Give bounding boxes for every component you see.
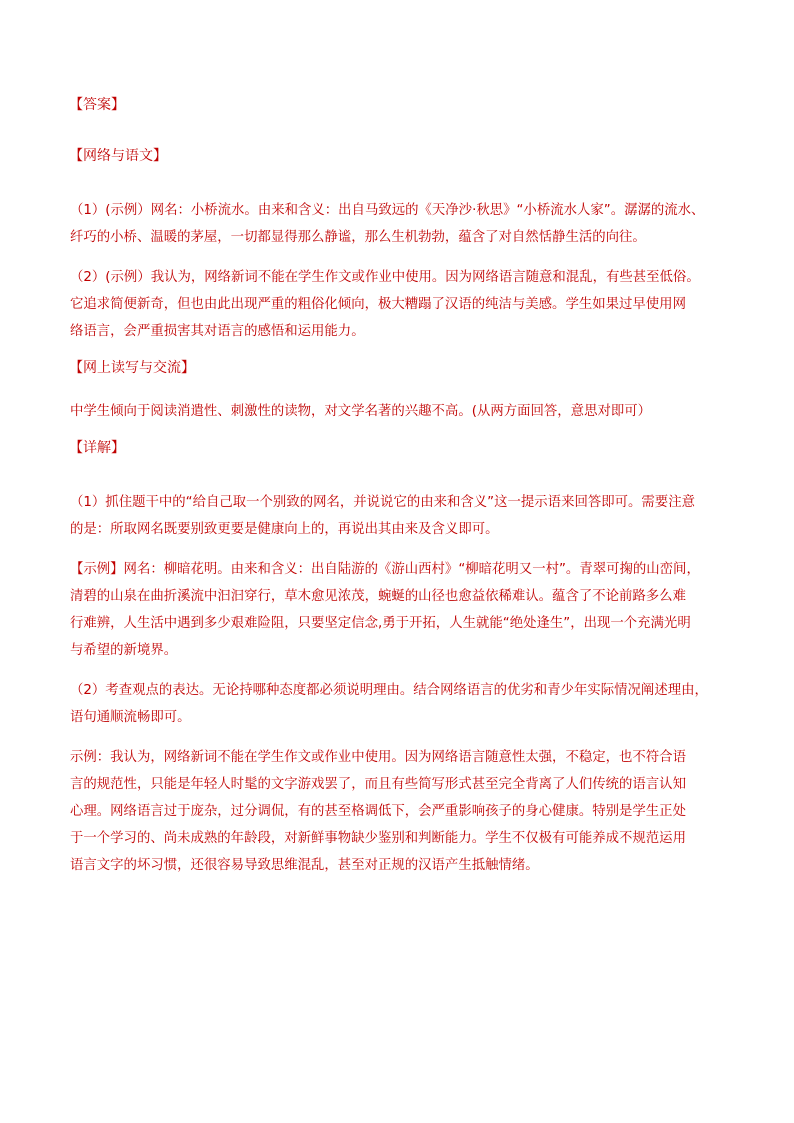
text-line: 语句通顺流畅即可。 [70, 710, 191, 725]
paragraph-example-final [70, 744, 742, 879]
paragraph-example-1 [70, 197, 742, 251]
detail-heading: 【详解】 [69, 440, 125, 456]
text-line: （1）(示例）网名：小桥流水。由来和含义：出自马致远的《天净沙·秋思》“小桥流水人家”。潺潺的流水、 [70, 203, 705, 218]
text-line: 【示例】网名：柳暗花明。由来和含义：出自陆游的《游山西村》“柳暗花明又一村”。青翠可掬的山峦间， [70, 562, 700, 577]
text-line: 中学生倾向于阅读消遣性、刺激性的读物，对文学名著的兴趣不高。(从两方面回答，意思对即可） [70, 404, 652, 419]
text-line: （2）考查观点的表达。无论持哪种态度都必须说明理由。结合网络语言的优劣和青少年实际情况阐述理由， [70, 683, 708, 698]
paragraph-example-liuan [70, 556, 742, 664]
answer-document [70, 95, 742, 892]
text-line: 与希望的新境界。 [70, 643, 178, 658]
text-line: 纤巧的小桥、温暖的茅屋，一切都显得那么静谧，那么生机勃勃，蕴含了对自然恬静生活的向往。 [70, 230, 646, 245]
text-line: 的是：所取网名既要别致更要是健康向上的，再说出其由来及含义即可。 [70, 522, 499, 537]
paragraph-detail-1 [70, 489, 742, 543]
online-reading-heading: 【网上读写与交流】 [69, 360, 195, 376]
paragraph-example-2 [70, 264, 742, 345]
text-line: 清碧的山泉在曲折溪流中汩汩穿行，草木愈见浓茂，蜿蜒的山径也愈益依稀难认。蕴含了不论前路多么难 [70, 589, 686, 604]
text-line: 于一个学习的、尚未成熟的年龄段，对新鲜事物缺少鉴别和判断能力。学生不仅极有可能养成不规范运用 [70, 831, 686, 846]
text-line: 示例：我认为，网络新词不能在学生作文或作业中使用。因为网络语言随意性太强，不稳定，也不符合语 [70, 750, 686, 765]
paragraph-reading-answer [70, 398, 742, 425]
text-line: 言的规范性，只能是年轻人时髦的文字游戏罢了，而且有些简写形式甚至完全背离了人们传统的语言认知 [70, 777, 686, 792]
text-line: （2）(示例）我认为，网络新词不能在学生作文或作业中使用。因为网络语言随意和混乱，有些甚至低俗。 [70, 270, 700, 285]
text-line: 行难辨，人生活中遇到多少艰难险阻，只要坚定信念,勇于开拓，人生就能“绝处逢生”，出现一个充满光明 [70, 616, 691, 631]
paragraph-detail-2 [70, 677, 742, 731]
text-line: 络语言，会严重损害其对语言的感悟和运用能力。 [70, 324, 365, 339]
network-chinese-heading: 【网络与语文】 [69, 148, 167, 164]
text-line: （1）抓住题干中的“给自己取一个别致的网名，并说说它的由来和含义”这一提示语来回答即可。需要注意 [70, 495, 695, 510]
text-line: 语言文字的坏习惯，还很容易导致思维混乱，甚至对正规的汉语产生抵触情绪。 [70, 858, 539, 873]
text-line: 它追求简便新奇，但也由此出现严重的粗俗化倾向，极大糟蹋了汉语的纯洁与美感。学生如果过早使用网 [70, 297, 686, 312]
text-line: 心理。网络语言过于庞杂，过分调侃，有的甚至格调低下，会严重影响孩子的身心健康。特别是学生正处 [70, 804, 686, 819]
answer-heading: 【答案】 [69, 97, 125, 113]
